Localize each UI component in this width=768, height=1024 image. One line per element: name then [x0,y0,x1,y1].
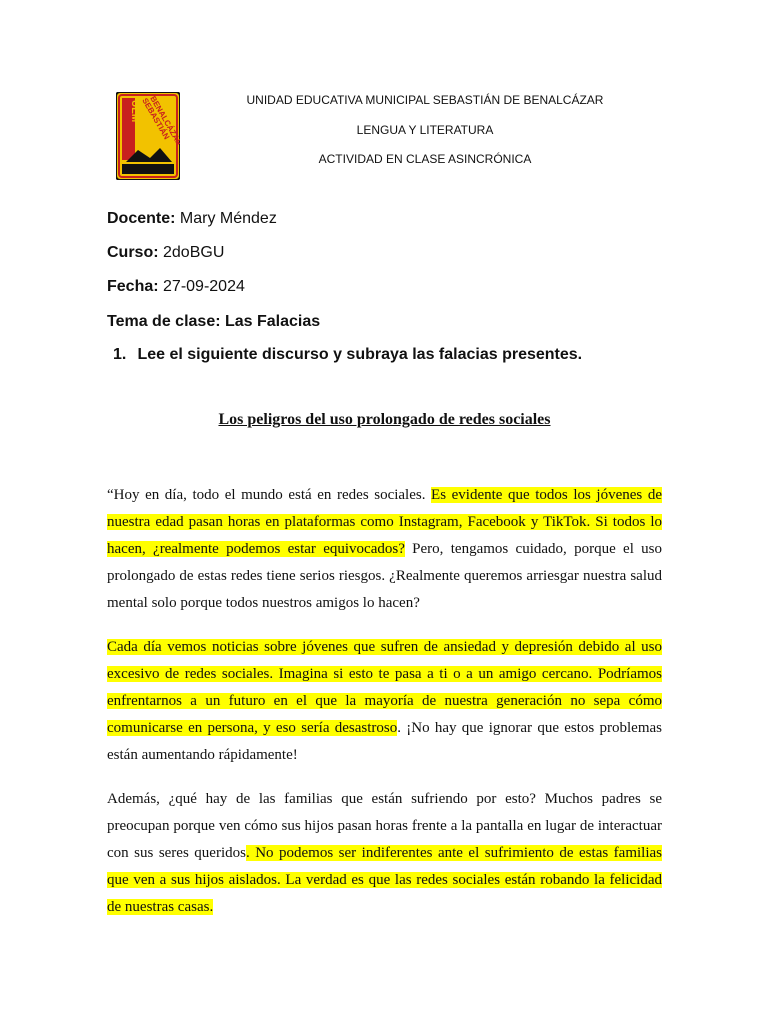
instruction-number: 1. [113,346,127,363]
paragraph-3-plain-start: Además, ¿qué hay de las familias que están sufriendo por esto? Muchos padres se preocupan porque ven cómo sus hijos pasan horas frente a la pantalla en lugar de interactuar con sus seres queridos [107,791,662,861]
paragraph-2-plain-end: . ¡No hay que ignorar que estos problemas están aumentando rápidamente! [107,720,662,763]
topic-label: Tema de clase: Las Falacias [107,313,321,330]
teacher-line [107,210,277,228]
date-line [107,278,245,296]
instruction-text: Lee el siguiente discurso y subraya las falacias presentes. [137,346,583,363]
topic-line [107,313,320,331]
paragraph-3-highlight: . No podemos ser indiferentes ante el sufrimiento de estas familias que ven a sus hijos aislados. La verdad es que las redes sociales están robando la felicidad de nuestras casas. [107,845,662,915]
paragraph-1-plain-end: Pero, tengamos cuidado, porque el uso prolongado de estas redes tiene serios riesgos. ¿Realmente queremos arriesgar nuestra salud mental solo porque todos nuestros amigos lo hacen? [107,541,663,611]
course-value: 2doBGU [158,244,225,261]
school-name: UNIDAD EDUCATIVA MUNICIPAL SEBASTIÁN DE BENALCÁZAR [246,93,604,107]
logo-side-text: UEM [129,100,140,123]
paragraph-3 [107,786,662,921]
paragraph-2 [107,634,662,769]
logo-main-text-1: SEBASTIÁN [140,96,172,142]
document-title: Los peligros del uso prolongado de redes sociales [218,411,551,428]
paragraph-1-plain-start: “Hoy en día, todo el mundo está en redes sociales. [107,487,432,503]
logo-main-text-2: BENALCÁZAR [148,94,180,148]
subject-name: LENGUA Y LITERATURA [356,123,494,137]
date-value: 27-09-2024 [158,278,245,295]
paragraph-2-highlight: Cada día vemos noticias sobre jóvenes que sufren de ansiedad y depresión debido al uso excesivo de redes sociales. Imagina si esto te pasa a ti o a un amigo cercano. Podríamos enfrentarnos a un futuro en el que la mayoría de nuestra generación no sepa cómo comunicarse en persona, y eso sería desastroso [107,639,662,736]
paragraph-1 [107,482,662,617]
instruction-item [113,346,582,364]
course-label: Curso: [107,244,159,261]
course-line [107,244,224,262]
activity-name: ACTIVIDAD EN CLASE ASINCRÓNICA [318,152,532,166]
teacher-value: Mary Méndez [175,210,277,227]
paragraph-1-highlight: Es evidente que todos los jóvenes de nuestra edad pasan horas en plataformas como Instagram, Facebook y TikTok. Si todos lo hacen, ¿realmente podemos estar equivocados? [107,487,662,557]
teacher-label: Docente: [107,210,176,227]
date-label: Fecha: [107,278,159,295]
